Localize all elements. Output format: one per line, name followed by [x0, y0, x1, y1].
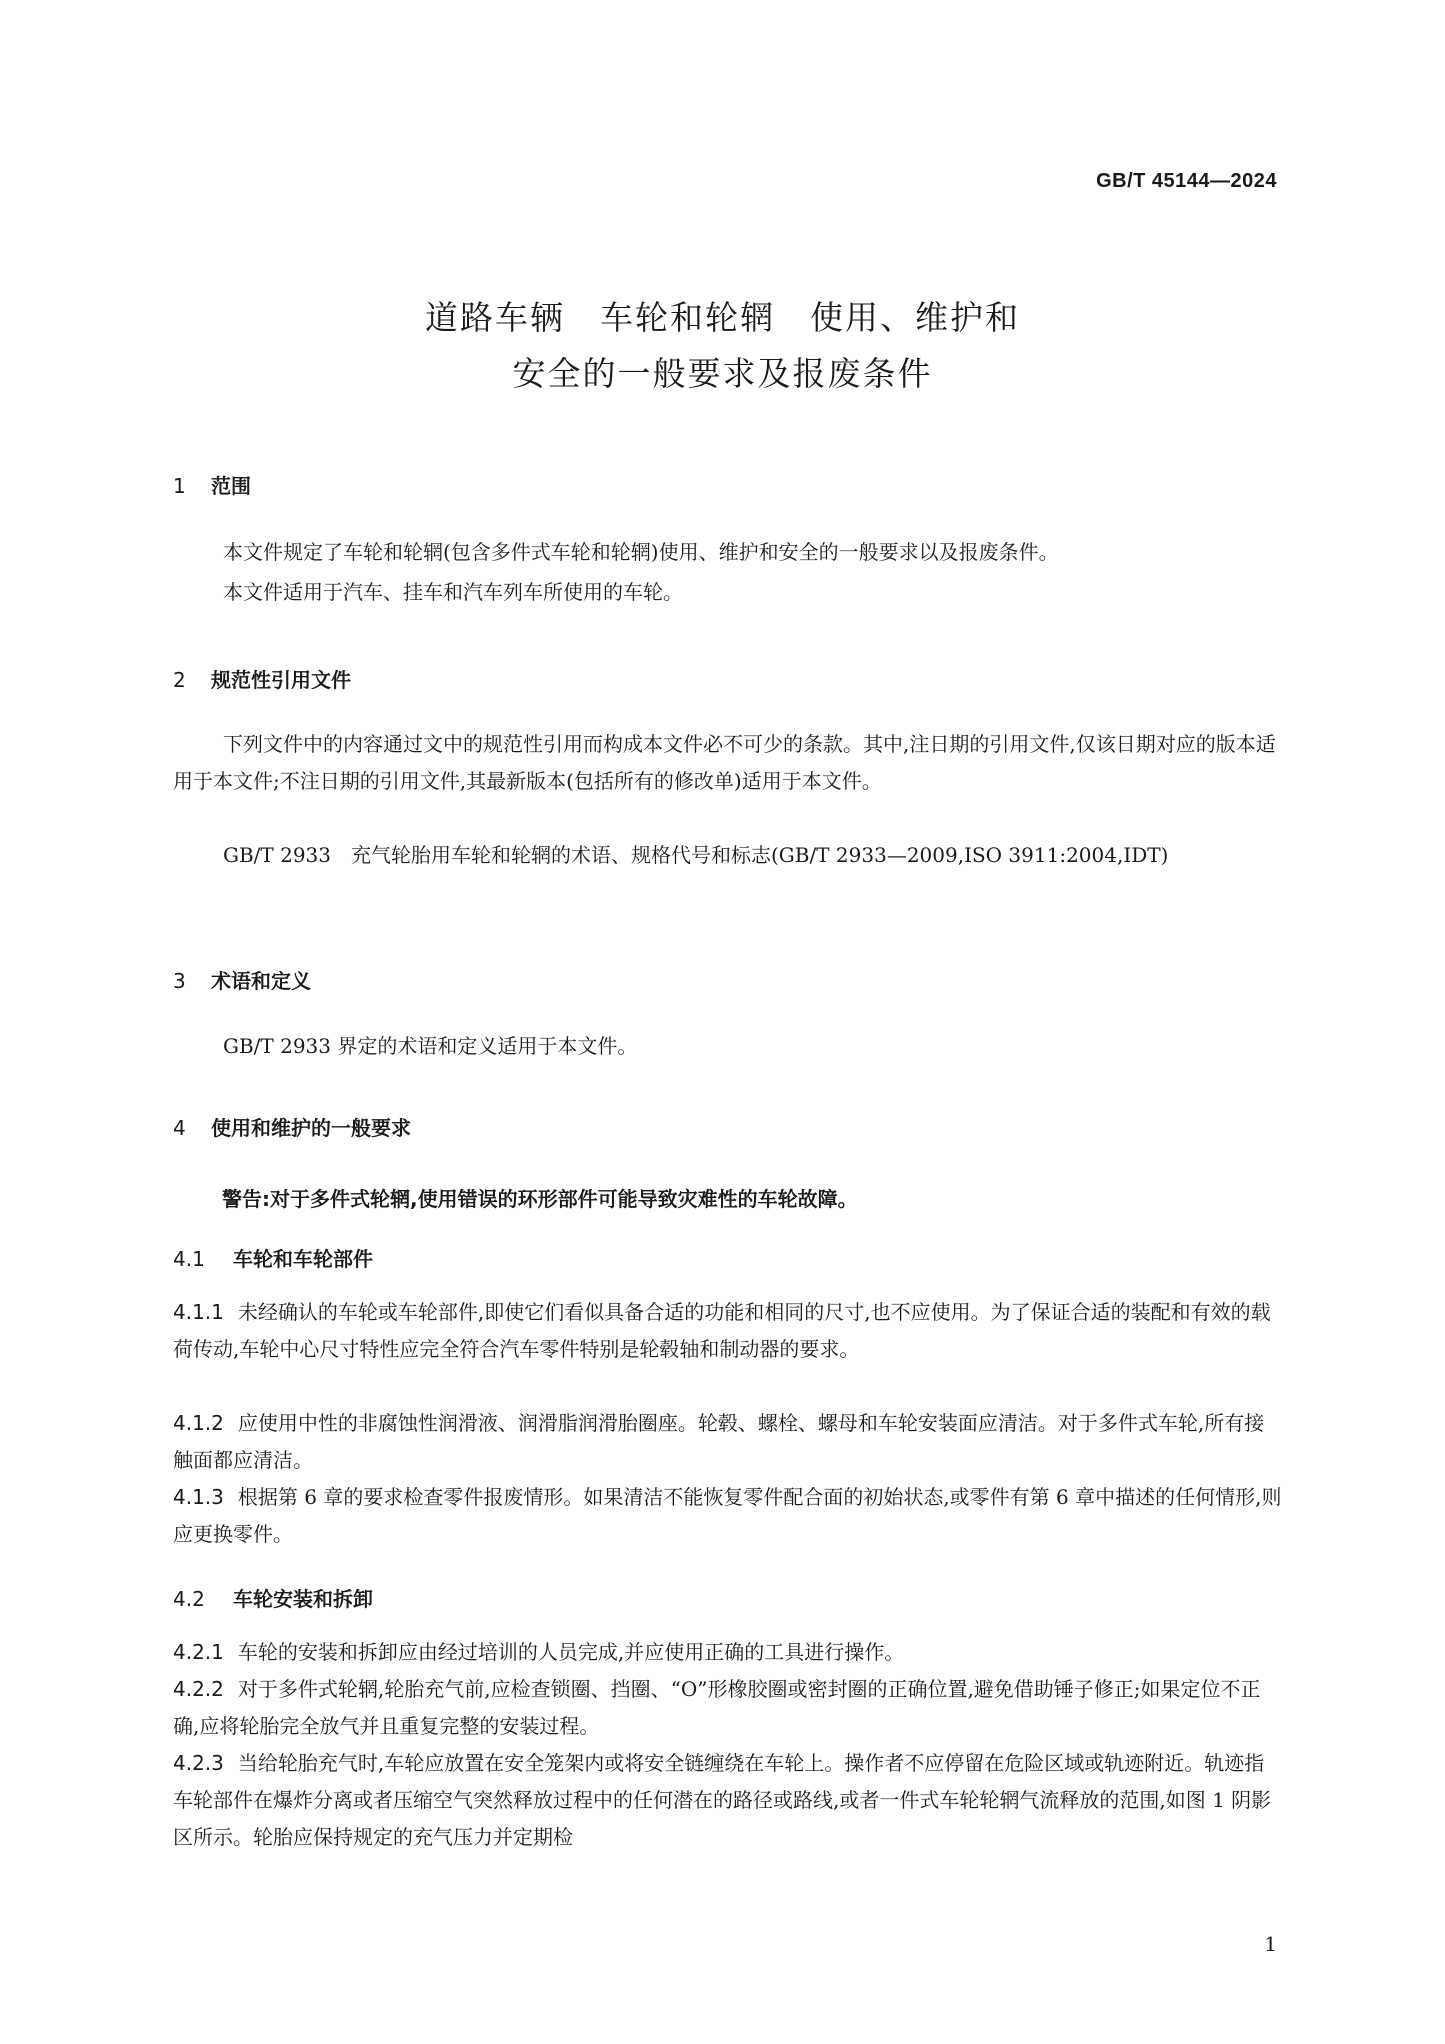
clause-4-2-1	[173, 1634, 1283, 1671]
subsection-4-1-heading	[173, 1243, 373, 1272]
clause-text: 应使用中性的非腐蚀性润滑液、润滑脂润滑胎圈座。轮毂、螺栓、螺母和车轮安装面应清洁。对于多件式车轮,所有接触面都应清洁。	[173, 1411, 1265, 1472]
section-number: 1	[173, 474, 186, 498]
clause-text: 根据第 6 章的要求检查零件报废情形。如果清洁不能恢复零件配合面的初始状态,或零件有第 6 章中描述的任何情形,则应更换零件。	[173, 1485, 1282, 1546]
clause-number: 4.2.2	[173, 1677, 224, 1701]
clause-number: 4.1.3	[173, 1485, 224, 1509]
clause-4-1-3	[173, 1479, 1283, 1553]
page-number: 1	[1264, 1932, 1277, 1956]
section-1-paragraph-1: 本文件规定了车轮和轮辋(包含多件式车轮和轮辋)使用、维护和安全的一般要求以及报废条件。	[223, 540, 1059, 564]
section-2-reference: GB/T 2933 充气轮胎用车轮和轮辋的术语、规格代号和标志(GB/T 2933—2009,ISO 3911:2004,IDT)	[223, 843, 1169, 867]
subsection-4-2-heading	[173, 1583, 373, 1612]
section-title: 规范性引用文件	[211, 668, 351, 692]
section-number: 2	[173, 668, 186, 692]
section-2-heading	[173, 664, 351, 693]
standard-code: GB/T 45144—2024	[1096, 170, 1277, 192]
section-1-paragraph-2: 本文件适用于汽车、挂车和汽车列车所使用的车轮。	[223, 580, 683, 604]
subsection-number: 4.2	[173, 1587, 205, 1611]
clause-4-1-1	[173, 1294, 1283, 1368]
document-title-line1: 道路车辆 车轮和轮辋 使用、维护和	[425, 298, 1020, 337]
section-2-paragraph-1: 下列文件中的内容通过文中的规范性引用而构成本文件必不可少的条款。其中,注日期的引用文件,仅该日期对应的版本适用于本文件;不注日期的引用文件,其最新版本(包括所有的修改单)适用于本文件。	[173, 732, 1276, 793]
clause-number: 4.2.3	[173, 1751, 224, 1775]
section-3-paragraph-1: GB/T 2933 界定的术语和定义适用于本文件。	[223, 1034, 638, 1058]
clause-text: 未经确认的车轮或车轮部件,即使它们看似具备合适的功能和相同的尺寸,也不应使用。为了保证合适的装配和有效的载荷传动,车轮中心尺寸特性应完全符合汽车零件特别是轮毂轴和制动器的要求。	[173, 1300, 1271, 1361]
clause-text: 当给轮胎充气时,车轮应放置在安全笼架内或将安全链缠绕在车轮上。操作者不应停留在危险区域或轨迹附近。轨迹指车轮部件在爆炸分离或者压缩空气突然释放过程中的任何潜在的路径或路线,或者一件式车轮轮辋气流释放的范围,如图 1 阴影区所示。轮胎应保持规定的充气压力并定期检	[173, 1751, 1272, 1849]
section-title: 术语和定义	[211, 969, 311, 993]
clause-text: 车轮的安装和拆卸应由经过培训的人员完成,并应使用正确的工具进行操作。	[237, 1640, 905, 1664]
subsection-title: 车轮和车轮部件	[233, 1247, 373, 1271]
section-title: 使用和维护的一般要求	[211, 1116, 411, 1140]
clause-number: 4.2.1	[173, 1640, 224, 1664]
clause-4-2-3	[173, 1745, 1283, 1856]
document-title-line2: 安全的一般要求及报废条件	[512, 354, 933, 393]
section-number: 4	[173, 1116, 186, 1140]
subsection-number: 4.1	[173, 1247, 205, 1271]
clause-text: 对于多件式轮辋,轮胎充气前,应检查锁圈、挡圈、“O”形橡胶圈或密封圈的正确位置,避免借助锤子修正;如果定位不正确,应将轮胎完全放气并且重复完整的安装过程。	[173, 1677, 1261, 1738]
section-1-heading	[173, 470, 251, 499]
warning-note: 警告:对于多件式轮辋,使用错误的环形部件可能导致灾难性的车轮故障。	[222, 1187, 858, 1211]
section-4-heading	[173, 1112, 411, 1141]
section-3-heading	[173, 965, 311, 994]
clause-number: 4.1.2	[173, 1411, 224, 1435]
clause-4-2-2	[173, 1671, 1283, 1745]
clause-number: 4.1.1	[173, 1300, 224, 1324]
section-number: 3	[173, 969, 186, 993]
clause-4-1-2	[173, 1405, 1283, 1479]
subsection-title: 车轮安装和拆卸	[233, 1587, 373, 1611]
section-title: 范围	[211, 474, 251, 498]
